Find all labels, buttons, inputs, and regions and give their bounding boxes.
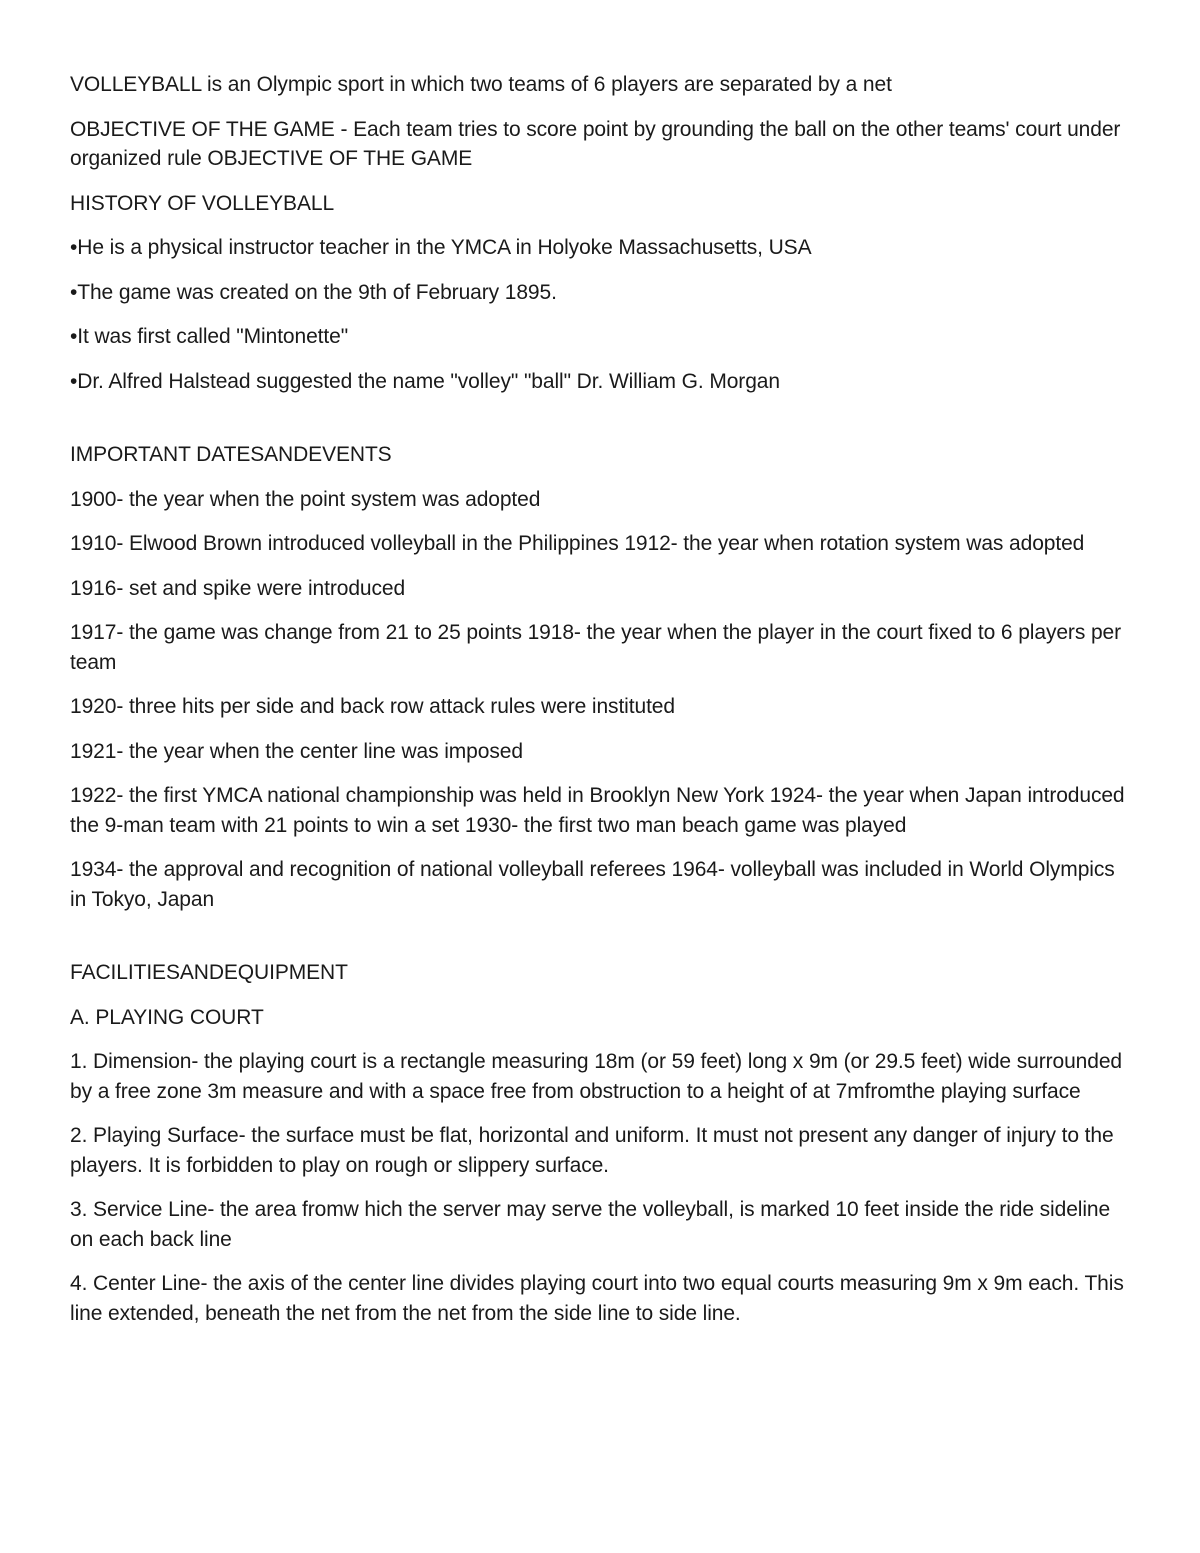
date-item: 1934- the approval and recognition of national volleyball referees 1964- volleyball was included in World Olympics in Tokyo, Japan	[70, 858, 1115, 911]
facility-item: 2. Playing Surface- the surface must be flat, horizontal and uniform. It must not present any danger of injury to the players. It is forbidden to play on rough or slippery surface.	[70, 1124, 1114, 1177]
dates-heading: IMPORTANT DATESANDEVENTS	[70, 443, 392, 466]
date-item: 1916- set and spike were introduced	[70, 576, 406, 600]
facility-item: 4. Center Line- the axis of the center line divides playing court into two equal courts measuring 9m x 9m each. This line extended, beneath the net from the net from the side line to side line.	[70, 1272, 1124, 1325]
facility-item: 3. Service Line- the area fromw hich the server may serve the volleyball, is marked 10 feet inside the ride sideline on each back line	[70, 1198, 1111, 1251]
facilities-subheading: A. PLAYING COURT	[70, 1005, 264, 1029]
history-bullet: •It was first called "Mintonette"	[70, 325, 349, 348]
document-body	[70, 70, 1132, 1343]
date-item: 1922- the first YMCA national championship was held in Brooklyn New York 1924- the year when Japan introduced the 9-man team with 21 points to win a set 1930- the first two man beach game was played	[70, 784, 1125, 837]
date-item: 1917- the game was change from 21 to 25 points 1918- the year when the player in the court fixed to 6 players per team	[70, 621, 1122, 674]
intro-objective: OBJECTIVE OF THE GAME - Each team tries to score point by grounding the ball on the other teams' court under organized rule OBJECTIVE OF THE GAME	[70, 117, 1121, 170]
history-bullet: •The game was created on the 9th of February 1895.	[70, 280, 557, 304]
intro-definition: VOLLEYBALL is an Olympic sport in which two teams of 6 players are separated by a net	[70, 73, 892, 96]
history-bullet: •He is a physical instructor teacher in the YMCA in Holyoke Massachusetts, USA	[70, 236, 812, 259]
date-item: 1900- the year when the point system was adopted	[70, 487, 541, 511]
date-item: 1921- the year when the center line was imposed	[70, 739, 523, 763]
facility-item: 1. Dimension- the playing court is a rectangle measuring 18m (or 59 feet) long x 9m (or 29.5 feet) wide surrounded by a free zone 3m measure and with a space free from obstruction to a height of at 7mfromthe playing surface	[70, 1050, 1122, 1103]
date-item: 1910- Elwood Brown introduced volleyball in the Philippines 1912- the year when rotation system was adopted	[70, 532, 1085, 555]
history-heading: HISTORY OF VOLLEYBALL	[70, 191, 335, 215]
date-item: 1920- three hits per side and back row attack rules were instituted	[70, 695, 675, 718]
facilities-heading: FACILITIESANDEQUIPMENT	[70, 961, 348, 984]
history-bullet: •Dr. Alfred Halstead suggested the name "volley" "ball" Dr. William G. Morgan	[70, 369, 780, 393]
